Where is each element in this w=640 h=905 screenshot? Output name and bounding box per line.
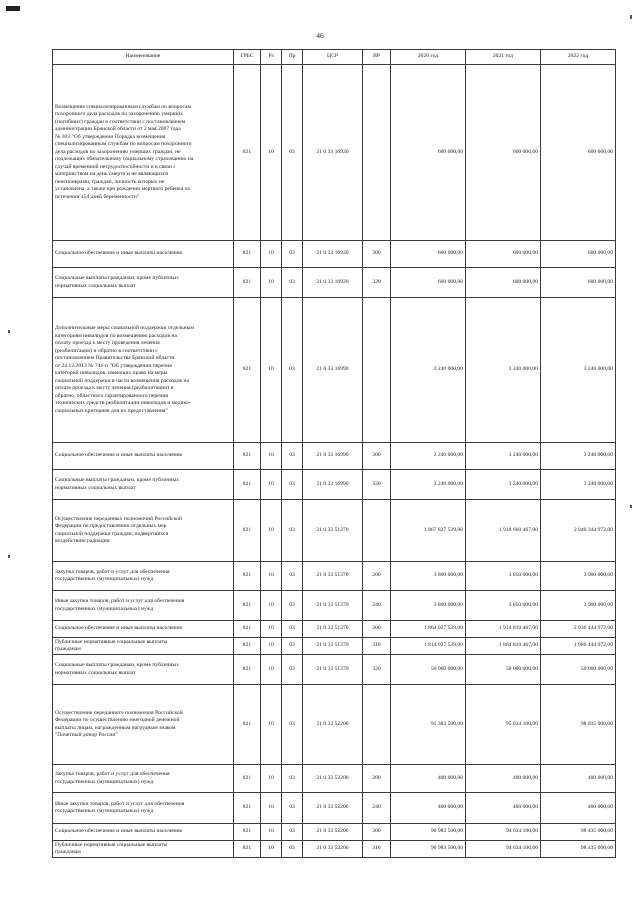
scan-edge-mark [8,555,10,558]
row-csr: 21 0 33 51370 [303,591,363,621]
row-vr [363,685,391,765]
table-row [53,591,616,621]
row-amount-2020: 3 800 000,00 [391,591,466,621]
row-vr: 200 [363,765,391,793]
row-amount-2022: 3 240 000,00 [541,298,616,443]
row-rz: 10 [261,470,282,500]
row-grbs: 821 [234,241,261,268]
row-pr: 03 [282,500,303,562]
row-grbs: 821 [234,562,261,591]
header-vr: ВР [363,50,391,65]
row-amount-2020: 1 864 027 539,00 [391,621,466,638]
table-row [53,298,616,443]
row-amount-2022: 50 000 000,00 [541,655,616,685]
row-amount-2022: 400 000,00 [541,793,616,824]
row-amount-2020: 1 867 827 539,00 [391,500,466,562]
table-row [53,500,616,562]
row-pr: 03 [282,65,303,241]
row-grbs: 821 [234,824,261,841]
row-pr: 03 [282,443,303,470]
header-2022: 2022 год [541,50,616,65]
row-vr [363,65,391,241]
row-vr: 300 [363,443,391,470]
row-csr: 21 0 33 52200 [303,824,363,841]
row-pr: 03 [282,685,303,765]
header-csr: ЦСР [303,50,363,65]
row-amount-2021: 1 914 810 467,00 [466,621,541,638]
row-amount-2020: 600 000,00 [391,65,466,241]
row-csr: 21 0 33 51370 [303,562,363,591]
row-name: Дополнительные меры социальной поддержки отдельным категориям инвалидов по возмещению расходов на оплату проезда к месту проведения лечения (реабилитации) и обратно в соответствии с постановлением Правительства Брянской области от 24.12.2013 № 741-п "Об утверждении перечня категорий инвалидов, имеющих право на меры социальной поддержки в части возмещения расходов по оплате проезда к месту лечения (реабилитации) и обратно, областного гарантированного перечня технических средств реабилитации инвалидов и медико- социальных критериев для их предоставления" [53,298,234,443]
row-amount-2022: 2 040 344 972,00 [541,500,616,562]
row-rz: 10 [261,841,282,858]
row-amount-2021: 94 634 100,00 [466,824,541,841]
row-amount-2020: 600 000,00 [391,268,466,298]
row-name: Социальные выплаты гражданам, кроме публичных нормативных социальных выплат [53,268,234,298]
table-header-row [53,50,616,65]
row-pr: 03 [282,562,303,591]
table-row [53,841,616,858]
row-csr: 21 0 33 51370 [303,621,363,638]
row-vr: 200 [363,562,391,591]
row-name: Социальные выплаты гражданам, кроме публичных нормативных социальных выплат [53,470,234,500]
row-vr: 240 [363,591,391,621]
row-amount-2020: 3 240 000,00 [391,298,466,443]
row-csr: 21 0 33 16990 [303,443,363,470]
header-name: Наименование [53,50,234,65]
row-rz: 10 [261,268,282,298]
table-row [53,470,616,500]
row-rz: 10 [261,443,282,470]
row-name: Социальные выплаты гражданам, кроме публичных нормативных социальных выплат [53,655,234,685]
row-vr: 300 [363,621,391,638]
row-amount-2020: 90 983 500,00 [391,841,466,858]
row-name: Социальное обеспечение и иные выплаты населению [53,443,234,470]
row-grbs: 821 [234,298,261,443]
row-grbs: 821 [234,470,261,500]
table-row [53,241,616,268]
scan-edge-mark [630,505,632,508]
row-grbs: 821 [234,793,261,824]
row-amount-2021: 3 850 000,00 [466,562,541,591]
row-amount-2021: 3 850 000,00 [466,591,541,621]
row-amount-2020: 90 983 500,00 [391,824,466,841]
row-vr [363,298,391,443]
row-amount-2021: 94 634 100,00 [466,841,541,858]
row-pr: 03 [282,655,303,685]
row-vr [363,500,391,562]
row-vr: 300 [363,241,391,268]
row-csr: 21 0 33 16990 [303,470,363,500]
row-amount-2021: 400 000,00 [466,765,541,793]
row-amount-2021: 1 918 660 467,00 [466,500,541,562]
row-pr: 03 [282,841,303,858]
row-amount-2022: 98 835 000,00 [541,685,616,765]
row-amount-2021: 3 240 000,00 [466,470,541,500]
row-name: Иные закупки товаров, работ и услуг для обеспечения государственных (муниципальных) нужд [53,591,234,621]
row-amount-2022: 600 000,00 [541,241,616,268]
row-name: Социальное обеспечение и иные выплаты населению [53,824,234,841]
row-amount-2020: 3 240 000,00 [391,470,466,500]
row-rz: 10 [261,824,282,841]
table-row [53,638,616,655]
row-amount-2021: 50 000 000,00 [466,655,541,685]
row-rz: 10 [261,765,282,793]
row-rz: 10 [261,562,282,591]
row-pr: 03 [282,591,303,621]
row-pr: 03 [282,241,303,268]
row-name: Социальное обеспечение и иные выплаты населению [53,241,234,268]
row-name: Закупка товаров, работ и услуг для обеспечения государственных (муниципальных) нужд [53,562,234,591]
row-rz: 10 [261,65,282,241]
row-rz: 10 [261,241,282,268]
row-vr: 310 [363,638,391,655]
row-vr: 320 [363,470,391,500]
page-number: 46 [316,31,324,40]
row-amount-2022: 2 036 444 972,00 [541,621,616,638]
row-amount-2022: 3 900 000,00 [541,591,616,621]
table-row [53,562,616,591]
row-csr: 21 0 33 16990 [303,298,363,443]
row-amount-2021: 3 240 000,00 [466,443,541,470]
row-amount-2020: 50 000 000,00 [391,655,466,685]
row-amount-2020: 3 240 000,00 [391,443,466,470]
table-row [53,685,616,765]
row-amount-2022: 98 435 000,00 [541,841,616,858]
scan-corner-mark [6,6,20,11]
row-csr: 21 0 33 52200 [303,793,363,824]
row-csr: 21 0 33 51370 [303,638,363,655]
header-2020: 2020 год [391,50,466,65]
row-grbs: 821 [234,765,261,793]
row-amount-2020: 600 000,00 [391,241,466,268]
row-grbs: 821 [234,621,261,638]
row-amount-2020: 1 814 027 539,00 [391,638,466,655]
row-amount-2022: 3 900 000,00 [541,562,616,591]
row-grbs: 821 [234,65,261,241]
row-csr: 21 0 33 51370 [303,500,363,562]
header-grbs: ГРБС [234,50,261,65]
row-grbs: 821 [234,500,261,562]
row-csr: 21 0 33 16920 [303,241,363,268]
row-amount-2021: 95 034 100,00 [466,685,541,765]
row-rz: 10 [261,591,282,621]
scan-edge-mark [8,330,10,333]
row-name: Осуществление переданных полномочий Российской Федерации по предоставлению отдельных мер социальной поддержки граждан, подвергшихся воздействию радиации [53,500,234,562]
row-name: Публичные нормативные социальные выплаты гражданам [53,638,234,655]
header-pr: Пр [282,50,303,65]
table-row [53,765,616,793]
row-amount-2021: 1 864 810 467,00 [466,638,541,655]
row-rz: 10 [261,621,282,638]
row-name: Осуществление переданного полномочия Российской Федерации по осуществлению ежегодной денежной выплаты лицам, награжденным нагрудным знаком "Почетный донор России" [53,685,234,765]
row-amount-2022: 1 986 444 972,00 [541,638,616,655]
row-grbs: 821 [234,591,261,621]
row-vr: 240 [363,793,391,824]
row-pr: 03 [282,470,303,500]
row-rz: 10 [261,500,282,562]
row-name: Публичные нормативные социальные выплаты гражданам [53,841,234,858]
row-amount-2021: 400 000,00 [466,793,541,824]
row-rz: 10 [261,793,282,824]
row-csr: 21 0 33 16920 [303,268,363,298]
table-row [53,621,616,638]
row-amount-2022: 3 240 000,00 [541,443,616,470]
row-name: Закупка товаров, работ и услуг для обеспечения государственных (муниципальных) нужд [53,765,234,793]
row-pr: 03 [282,638,303,655]
row-vr: 310 [363,841,391,858]
row-vr: 320 [363,268,391,298]
table-row [53,824,616,841]
header-rz: Рз [261,50,282,65]
table-row [53,268,616,298]
row-grbs: 821 [234,443,261,470]
row-vr: 320 [363,655,391,685]
row-amount-2020: 400 000,00 [391,793,466,824]
table-row [53,65,616,241]
row-amount-2020: 400 000,00 [391,765,466,793]
row-amount-2021: 3 240 000,00 [466,298,541,443]
row-grbs: 821 [234,655,261,685]
row-amount-2022: 600 000,00 [541,268,616,298]
row-amount-2021: 600 000,00 [466,268,541,298]
row-amount-2020: 91 383 500,00 [391,685,466,765]
row-pr: 03 [282,298,303,443]
row-pr: 03 [282,765,303,793]
row-grbs: 821 [234,685,261,765]
row-amount-2022: 600 000,00 [541,65,616,241]
row-pr: 03 [282,824,303,841]
row-rz: 10 [261,685,282,765]
row-amount-2021: 600 000,00 [466,241,541,268]
row-amount-2022: 400 000,00 [541,765,616,793]
row-name: Возмещение специализированным службам по вопросам похоронного дела расходов по захоронению умерших (погибших) граждан в соответствии с постановлением администрации Брянской области от 2 мая 2007 года № 303 "Об утверждении Порядка возмещения специализированным службам по вопросам похоронного дела расходов по захоронению умерших граждан, не подлежащих обязательному социальному страхованию на случай временной нетрудоспособности и в связи с материнством на день смерти и не являющихся пенсионерами, граждан, личность которых не установлена, а также при рождении мертвого ребенка по истечении 154 дней беременности" [53,65,234,241]
row-rz: 10 [261,298,282,443]
row-grbs: 821 [234,268,261,298]
row-rz: 10 [261,655,282,685]
row-rz: 10 [261,638,282,655]
row-name: Иные закупки товаров, работ и услуг для обеспечения государственных (муниципальных) нужд [53,793,234,824]
row-name: Социальное обеспечение и иные выплаты населению [53,621,234,638]
table-row [53,793,616,824]
row-grbs: 821 [234,638,261,655]
scan-edge-mark [630,15,632,19]
row-grbs: 821 [234,841,261,858]
row-pr: 03 [282,268,303,298]
table-row [53,655,616,685]
row-csr: 21 0 33 52200 [303,765,363,793]
table-row [53,443,616,470]
row-csr: 21 0 33 51370 [303,655,363,685]
budget-table [52,49,616,858]
row-amount-2022: 98 435 000,00 [541,824,616,841]
row-csr: 21 0 33 16920 [303,65,363,241]
row-csr: 21 0 33 52200 [303,685,363,765]
row-pr: 03 [282,793,303,824]
row-amount-2020: 3 800 000,00 [391,562,466,591]
row-amount-2022: 3 240 000,00 [541,470,616,500]
row-amount-2021: 600 000,00 [466,65,541,241]
row-vr: 300 [363,824,391,841]
header-2021: 2021 год [466,50,541,65]
row-csr: 21 0 33 52200 [303,841,363,858]
row-pr: 03 [282,621,303,638]
